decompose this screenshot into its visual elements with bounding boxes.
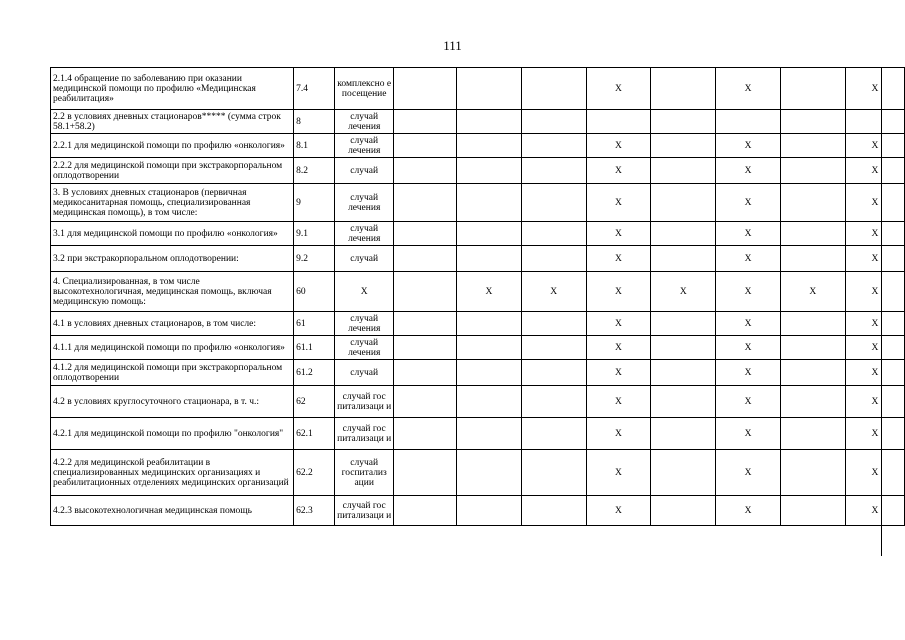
value-cell	[521, 336, 586, 360]
value-cell	[394, 360, 457, 386]
row-code-cell: 62	[294, 386, 335, 418]
value-cell: X	[845, 450, 904, 496]
value-cell: X	[845, 134, 904, 158]
row-unit-cell: случай лечения	[334, 184, 394, 222]
value-cell: X	[716, 246, 781, 272]
value-cell	[651, 246, 716, 272]
value-cell	[780, 134, 845, 158]
row-code-cell: 9.1	[294, 222, 335, 246]
row-unit-cell: случай	[334, 360, 394, 386]
value-cell: X	[716, 360, 781, 386]
value-cell	[521, 496, 586, 526]
row-unit-cell: случай гос питализаци и	[334, 496, 394, 526]
row-code-cell: 8.1	[294, 134, 335, 158]
value-cell: X	[716, 134, 781, 158]
value-cell	[521, 110, 586, 134]
row-unit-cell: случай	[334, 158, 394, 184]
value-cell	[521, 68, 586, 110]
value-cell	[651, 360, 716, 386]
value-cell	[394, 222, 457, 246]
value-cell	[651, 386, 716, 418]
value-cell: X	[586, 272, 651, 312]
value-cell	[456, 222, 521, 246]
value-cell	[780, 312, 845, 336]
value-cell	[780, 68, 845, 110]
value-cell	[394, 418, 457, 450]
value-cell: X	[586, 496, 651, 526]
row-unit-cell: случай лечения	[334, 222, 394, 246]
value-cell: X	[716, 336, 781, 360]
value-cell	[651, 158, 716, 184]
value-cell	[651, 68, 716, 110]
value-cell: X	[716, 222, 781, 246]
row-unit-cell: случай гос питализаци и	[334, 418, 394, 450]
value-cell	[394, 134, 457, 158]
value-cell: X	[586, 336, 651, 360]
value-cell: X	[586, 360, 651, 386]
value-cell	[394, 272, 457, 312]
value-cell: X	[586, 158, 651, 184]
value-cell	[394, 110, 457, 134]
value-cell	[456, 496, 521, 526]
row-code-cell: 62.1	[294, 418, 335, 450]
value-cell	[521, 184, 586, 222]
value-cell	[780, 336, 845, 360]
value-cell	[456, 68, 521, 110]
row-code-cell: 9	[294, 184, 335, 222]
value-cell: X	[586, 386, 651, 418]
value-cell	[456, 418, 521, 450]
value-cell	[651, 312, 716, 336]
row-code-cell: 62.3	[294, 496, 335, 526]
value-cell	[780, 360, 845, 386]
value-cell	[456, 386, 521, 418]
value-cell	[521, 360, 586, 386]
value-cell: X	[586, 134, 651, 158]
value-cell	[394, 158, 457, 184]
value-cell	[521, 312, 586, 336]
value-cell	[651, 184, 716, 222]
value-cell	[651, 450, 716, 496]
value-cell	[651, 496, 716, 526]
row-name-cell: 4.1.1 для медицинской помощи по профилю «онкология»	[51, 336, 294, 360]
table-row	[51, 68, 905, 110]
row-unit-cell: случай гос питализаци и	[334, 386, 394, 418]
value-cell: X	[716, 158, 781, 184]
table-row	[51, 272, 905, 312]
value-cell	[456, 312, 521, 336]
value-cell	[456, 184, 521, 222]
row-code-cell: 8	[294, 110, 335, 134]
value-cell	[651, 222, 716, 246]
row-name-cell: 4.1 в условиях дневных стационаров, в том числе:	[51, 312, 294, 336]
table-row	[51, 312, 905, 336]
row-name-cell: 4.2 в условиях круглосуточного стационара, в т. ч.:	[51, 386, 294, 418]
value-cell: X	[586, 68, 651, 110]
value-cell: X	[586, 418, 651, 450]
value-cell	[780, 496, 845, 526]
value-cell	[521, 134, 586, 158]
row-name-cell: 3. В условиях дневных стационаров (первичная медикосанитарная помощь, специализированная медицинская помощь), в том числе:	[51, 184, 294, 222]
value-cell: X	[845, 386, 904, 418]
value-cell	[845, 110, 904, 134]
value-cell	[456, 360, 521, 386]
value-cell: X	[586, 222, 651, 246]
value-cell: X	[845, 312, 904, 336]
row-code-cell: 61.2	[294, 360, 335, 386]
value-cell: X	[845, 158, 904, 184]
value-cell	[521, 450, 586, 496]
value-cell	[521, 386, 586, 418]
value-cell	[456, 246, 521, 272]
row-code-cell: 7.4	[294, 68, 335, 110]
value-cell	[716, 110, 781, 134]
value-cell	[780, 110, 845, 134]
data-table	[50, 67, 905, 526]
value-cell: X	[716, 496, 781, 526]
row-name-cell: 2.2.1 для медицинской помощи по профилю «онкология»	[51, 134, 294, 158]
table-row	[51, 386, 905, 418]
row-name-cell: 4. Специализированная, в том числе высокотехнологичная, медицинская помощь, включая медицинскую помощь:	[51, 272, 294, 312]
value-cell: X	[651, 272, 716, 312]
table-row	[51, 134, 905, 158]
value-cell: X	[716, 312, 781, 336]
row-code-cell: 8.2	[294, 158, 335, 184]
value-cell	[456, 110, 521, 134]
value-cell: X	[716, 386, 781, 418]
value-cell	[521, 246, 586, 272]
row-code-cell: 61.1	[294, 336, 335, 360]
value-cell: X	[521, 272, 586, 312]
value-cell: X	[456, 272, 521, 312]
table-row	[51, 496, 905, 526]
row-name-cell: 4.1.2 для медицинской помощи при экстракорпоральном оплодотворении	[51, 360, 294, 386]
row-name-cell: 4.2.3 высокотехнологичная медицинская помощь	[51, 496, 294, 526]
value-cell	[780, 386, 845, 418]
value-cell	[456, 158, 521, 184]
value-cell	[394, 68, 457, 110]
value-cell	[651, 418, 716, 450]
value-cell: X	[845, 222, 904, 246]
row-name-cell: 2.1.4 обращение по заболеванию при оказании медицинской помощи по профилю «Медицинская реабилитация»	[51, 68, 294, 110]
row-code-cell: 60	[294, 272, 335, 312]
row-name-cell: 2.2.2 для медицинской помощи при экстракорпоральном оплодотворении	[51, 158, 294, 184]
value-cell: X	[716, 450, 781, 496]
table-row	[51, 110, 905, 134]
row-unit-cell: случай	[334, 246, 394, 272]
value-cell: X	[716, 272, 781, 312]
row-code-cell: 62.2	[294, 450, 335, 496]
row-unit-cell: случай госпитализ ации	[334, 450, 394, 496]
value-cell: X	[586, 184, 651, 222]
row-unit-cell: комплексно е посещение	[334, 68, 394, 110]
value-cell: X	[845, 272, 904, 312]
row-code-cell: 9.2	[294, 246, 335, 272]
table-outer-border	[881, 67, 882, 556]
value-cell	[780, 450, 845, 496]
value-cell	[394, 336, 457, 360]
value-cell	[394, 246, 457, 272]
value-cell	[521, 158, 586, 184]
value-cell: X	[845, 246, 904, 272]
value-cell: X	[716, 418, 781, 450]
value-cell	[456, 450, 521, 496]
value-cell	[521, 222, 586, 246]
value-cell	[394, 184, 457, 222]
row-name-cell: 2.2 в условиях дневных стационаров***** (сумма строк 58.1+58.2)	[51, 110, 294, 134]
table-row	[51, 222, 905, 246]
value-cell	[586, 110, 651, 134]
row-unit-cell: X	[334, 272, 394, 312]
value-cell	[780, 158, 845, 184]
value-cell	[780, 184, 845, 222]
value-cell: X	[845, 184, 904, 222]
value-cell: X	[845, 418, 904, 450]
value-cell	[651, 336, 716, 360]
table-row	[51, 336, 905, 360]
row-name-cell: 3.2 при экстракорпоральном оплодотворении:	[51, 246, 294, 272]
value-cell	[780, 246, 845, 272]
value-cell: X	[845, 360, 904, 386]
row-unit-cell: случай лечения	[334, 336, 394, 360]
value-cell: X	[586, 246, 651, 272]
value-cell: X	[716, 68, 781, 110]
page-number: 111	[443, 38, 462, 53]
value-cell	[780, 418, 845, 450]
value-cell	[780, 222, 845, 246]
value-cell	[521, 418, 586, 450]
row-unit-cell: случай лечения	[334, 134, 394, 158]
row-unit-cell: случай лечения	[334, 110, 394, 134]
row-name-cell: 4.2.2 для медицинской реабилитации в специализированных медицинских организациях и реабилитационных отделениях медицинских организаций	[51, 450, 294, 496]
value-cell	[394, 496, 457, 526]
value-cell: X	[845, 336, 904, 360]
table-row	[51, 360, 905, 386]
row-unit-cell: случай лечения	[334, 312, 394, 336]
value-cell	[651, 134, 716, 158]
value-cell	[394, 312, 457, 336]
row-name-cell: 4.2.1 для медицинской помощи по профилю "онкология"	[51, 418, 294, 450]
value-cell: X	[780, 272, 845, 312]
value-cell	[651, 110, 716, 134]
value-cell	[394, 386, 457, 418]
value-cell: X	[586, 312, 651, 336]
table-row	[51, 184, 905, 222]
value-cell	[394, 450, 457, 496]
table-row	[51, 246, 905, 272]
value-cell	[456, 336, 521, 360]
value-cell: X	[845, 68, 904, 110]
value-cell: X	[716, 184, 781, 222]
table-row	[51, 450, 905, 496]
value-cell	[456, 134, 521, 158]
table-row	[51, 158, 905, 184]
value-cell: X	[586, 450, 651, 496]
row-name-cell: 3.1 для медицинской помощи по профилю «онкология»	[51, 222, 294, 246]
value-cell: X	[845, 496, 904, 526]
table-row	[51, 418, 905, 450]
row-code-cell: 61	[294, 312, 335, 336]
